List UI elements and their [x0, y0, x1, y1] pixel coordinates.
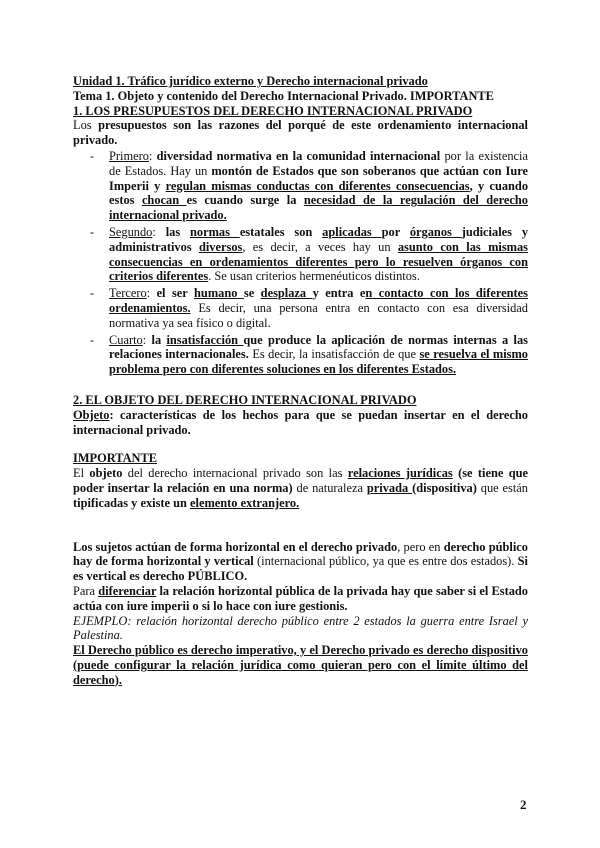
ejemplo-paragraph: EJEMPLO: relación horizontal derecho público entre 2 estados la guerra entre Israel y Palestina. [73, 613, 528, 643]
page-number: 2 [520, 797, 527, 812]
important-heading: IMPORTANTE [73, 451, 158, 466]
list-item-cuarto: - Cuarto: la insatisfacción que produce la aplicación de normas internas a las relaciones internacionales. Es decir, la insatisfacción de que se resuelva el mismo problema pero con diferentes soluciones en los diferentes Estados. [90, 332, 529, 377]
section-1-intro: Los presupuestos son las razones del porqué de este ordenamiento internacional privado. [73, 118, 528, 148]
unit-title: Unidad 1. Tráfico jurídico externo y Derecho internacional privado [73, 74, 428, 88]
spacer [73, 511, 528, 540]
document-page [73, 74, 528, 687]
list-item-segundo: - Segundo: las normas estatales son aplicadas por órganos judiciales y administrativos diversos, es decir, a veces hay un asunto con las mismas consecuencias en ordenamientos diferentes pero lo resuelven órganos con criterios diferentes. Se usan criterios hermenéuticos distintos. [90, 224, 529, 284]
spacer [73, 379, 528, 393]
diferenciar-paragraph: Para diferenciar la relación horizontal pública de la privada hay que saber si el Estado actúa con iure imperii o si lo hace con iure gestionis. [73, 583, 528, 613]
objeto-definition: Objeto: características de los hechos para que se puedan insertar en el derecho internacional privado. [73, 407, 528, 437]
list-item-tercero: - Tercero: el ser humano se desplaza y entra en contacto con los diferentes ordenamientos. Es decir, una persona entra en contacto con esa diversidad normativa ya sea físico o digital. [90, 286, 528, 330]
final-paragraph: El Derecho público es derecho imperativo, y el Derecho privado es derecho dispositivo (puede configurar la relación jurídica como quieran pero con el límite último del derecho). [73, 643, 528, 687]
section-1-title: 1. LOS PRESUPUESTOS DEL DERECHO INTERNACIONAL PRIVADO [73, 103, 473, 118]
tema-title: Tema 1. Objeto y contenido del Derecho Internacional Privado. IMPORTANTE [73, 88, 494, 103]
sujetos-paragraph: Los sujetos actúan de forma horizontal en el derecho privado, pero en derecho público hay de forma horizontal y vertical (internacional público, ya que es entre dos estados). Si es vertical es derecho PÚBLICO. [73, 539, 528, 584]
presupuestos-list [73, 149, 528, 377]
list-item-primero: - Primero: diversidad normativa en la comunidad internacional por la existencia de Estados. Hay un montón de Estados que son soberanos que actúan con Iure Imperii y regulan mismas conductas con diferentes consecuencias, y cuando estos chocan es cuando surge la necesidad de la regulación del derecho internacional privado. [90, 148, 529, 223]
important-paragraph: El objeto del derecho internacional privado son las relaciones jurídicas (se tiene que poder insertar la relación en una norma) de naturaleza privada (dispositiva) que están tipificadas y existe un elemento extranjero. [73, 466, 529, 510]
section-2-title: 2. EL OBJETO DEL DERECHO INTERNACIONAL PRIVADO [73, 392, 417, 407]
spacer [73, 437, 528, 451]
